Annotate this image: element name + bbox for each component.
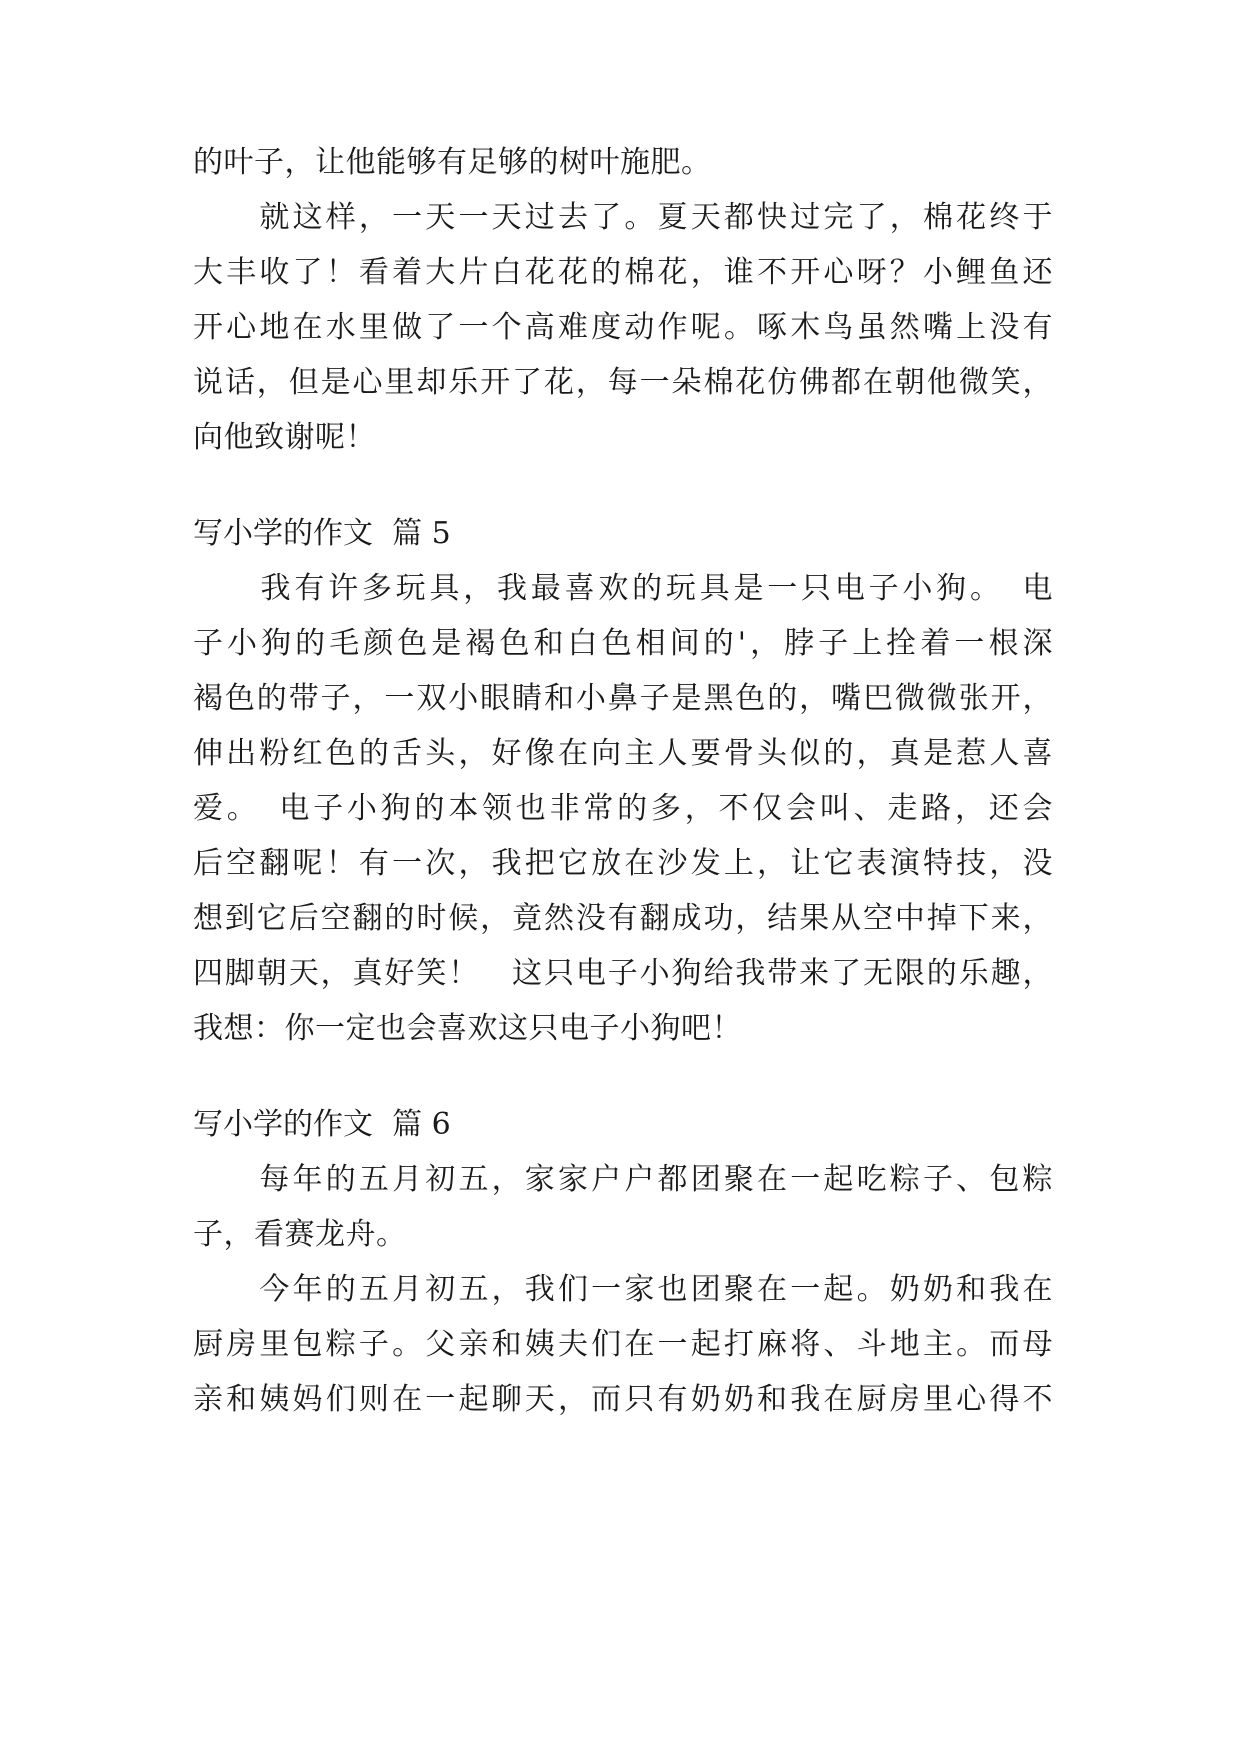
paragraph-line: 褐色的带子，一双小眼睛和小鼻子是黑色的，嘴巴微微张开， <box>193 681 1053 716</box>
paragraph-line: 向他致谢呢！ <box>193 420 376 455</box>
paragraph-line: 开心地在水里做了一个高难度动作呢。啄木鸟虽然嘴上没有 <box>193 310 1053 345</box>
paragraph-line: 四脚朝天，真好笑！ 这只电子小狗给我带来了无限的乐趣， <box>193 956 1053 991</box>
paragraph-line: 想到它后空翻的时候，竟然没有翻成功，结果从空中掉下来， <box>193 901 1053 936</box>
paragraph-line: 厨房里包粽子。父亲和姨夫们在一起打麻将、斗地主。而母 <box>193 1327 1053 1362</box>
section-heading: 写小学的作文 篇 5 <box>193 516 451 551</box>
paragraph-line: 我有许多玩具，我最喜欢的玩具是一只电子小狗。 电 <box>193 571 1053 606</box>
paragraph-line: 子，看赛龙舟。 <box>193 1217 407 1252</box>
section-heading: 写小学的作文 篇 6 <box>193 1107 451 1142</box>
paragraph-line: 每年的五月初五，家家户户都团聚在一起吃粽子、包粽 <box>193 1162 1053 1197</box>
paragraph-line: 伸出粉红色的舌头，好像在向主人要骨头似的，真是惹人喜 <box>193 736 1053 771</box>
paragraph-line: 子小狗的毛颜色是褐色和白色相间的'，脖子上拴着一根深 <box>193 626 1053 661</box>
paragraph-line: 亲和姨妈们则在一起聊天，而只有奶奶和我在厨房里心得不 <box>193 1382 1053 1417</box>
paragraph-line: 就这样，一天一天过去了。夏天都快过完了，棉花终于 <box>193 200 1053 235</box>
paragraph-line: 的叶子，让他能够有足够的树叶施肥。 <box>193 145 712 180</box>
paragraph-line: 我想：你一定也会喜欢这只电子小狗吧！ <box>193 1011 742 1046</box>
paragraph-line: 说话，但是心里却乐开了花，每一朵棉花仿佛都在朝他微笑， <box>193 365 1053 400</box>
paragraph-line: 今年的五月初五，我们一家也团聚在一起。奶奶和我在 <box>193 1272 1053 1307</box>
paragraph-line: 大丰收了！看着大片白花花的棉花，谁不开心呀？小鲤鱼还 <box>193 255 1053 290</box>
paragraph-line: 爱。 电子小狗的本领也非常的多，不仅会叫、走路，还会 <box>193 791 1053 826</box>
paragraph-line: 后空翻呢！有一次，我把它放在沙发上，让它表演特技，没 <box>193 846 1053 881</box>
